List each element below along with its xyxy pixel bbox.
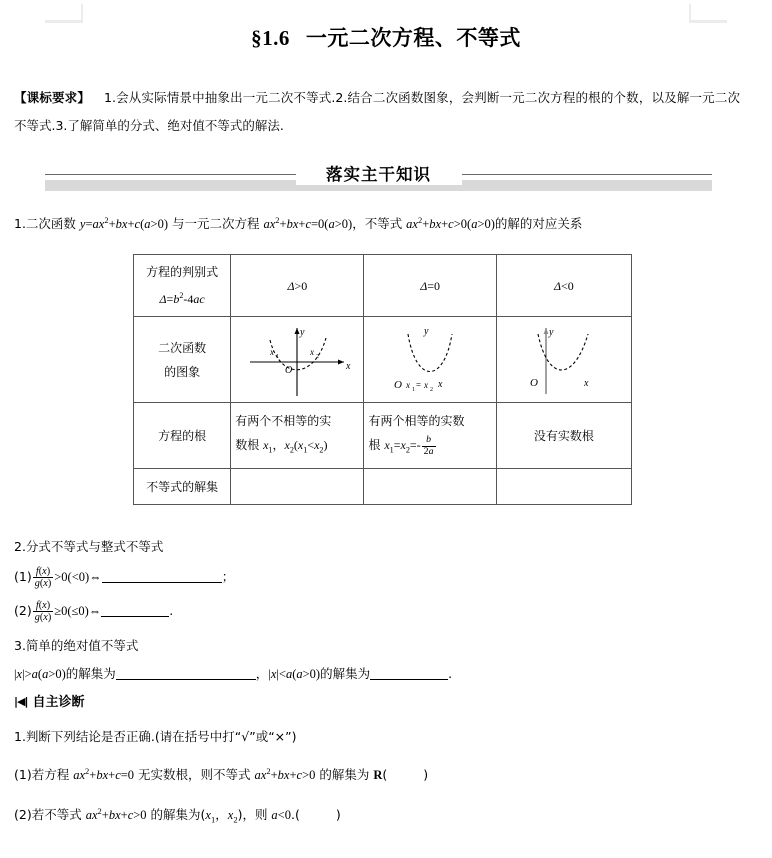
parabola-no-root-icon bbox=[500, 318, 628, 402]
knowledge-item-3-heading: 3.简单的绝对值不等式 bbox=[14, 638, 139, 653]
q1-sub2-prefix: (2)若不等式 bbox=[14, 807, 86, 823]
cell-graph-one-root bbox=[364, 317, 496, 403]
knowledge-item-3-line: |x|>a(a>0)的解集为 ，|x|<a(a>0)的解集为 . bbox=[14, 666, 453, 681]
roots-two-line1: 有两个不相等的实 bbox=[235, 413, 332, 428]
item3-blank-2[interactable] bbox=[370, 679, 448, 680]
svg-text:2: 2 bbox=[316, 353, 320, 360]
item3-blank-1[interactable] bbox=[116, 679, 256, 680]
page-title bbox=[0, 22, 772, 52]
banner-title: 落实主干知识 bbox=[296, 161, 462, 185]
table-row-graph bbox=[134, 317, 632, 403]
diagnosis-question-1: 1.判断下列结论是否正确.(请在括号中打“√”或“×”) bbox=[14, 729, 297, 744]
quadratic-relation-table bbox=[133, 254, 632, 505]
svg-text:O: O bbox=[529, 376, 538, 389]
cell-graph-two-roots bbox=[231, 317, 364, 403]
cell-solution-header: 不等式的解集 bbox=[134, 469, 231, 505]
table-row-solution-set bbox=[134, 469, 632, 505]
svg-text:=: = bbox=[415, 379, 421, 390]
item2-sub1-blank[interactable] bbox=[102, 582, 222, 583]
knowledge-item-2-sub1: (1) $\frac{f(x)}{g(x)}$ >0(<0)⇔ ； bbox=[14, 566, 235, 590]
table-row-discriminant bbox=[134, 255, 632, 317]
item2-sub2-rel: ≥0(≤0)⇔ bbox=[54, 604, 102, 618]
item1-mid2: ，不等式 bbox=[352, 216, 407, 232]
cell-solution-1 bbox=[231, 469, 364, 505]
item3-part2-text: 的解集为 bbox=[320, 666, 371, 681]
graph-header-line1: 二次函数 bbox=[158, 340, 207, 355]
cell-graph-no-root bbox=[496, 317, 631, 403]
item3-end: . bbox=[448, 666, 453, 681]
q1-sub2-close: ) bbox=[335, 807, 341, 823]
cell-roots-header: 方程的根 bbox=[134, 403, 231, 469]
bookmark-icon: |◀| bbox=[14, 695, 28, 708]
self-diagnosis-heading bbox=[14, 691, 85, 710]
svg-text:O: O bbox=[285, 364, 293, 376]
svg-text:O: O bbox=[393, 378, 402, 391]
roots-two-line2: 数根 $x_1$，$x_2(x_1<x_2)$ bbox=[235, 437, 328, 455]
svg-text:x: x bbox=[583, 377, 589, 389]
knowledge-item-2-sub2: (2) $\frac{f(x)}{g(x)}$ ≥0(≤0)⇔ . bbox=[14, 600, 174, 624]
item2-sub2-label: (2) bbox=[14, 603, 32, 618]
svg-text:2: 2 bbox=[429, 386, 433, 393]
section-title: 一元二次方程、不等式 bbox=[305, 26, 521, 50]
cell-graph-header bbox=[134, 317, 231, 403]
svg-text:1: 1 bbox=[276, 353, 280, 360]
parabola-one-root-icon bbox=[368, 318, 493, 402]
svg-text:x: x bbox=[423, 379, 428, 390]
discriminant-header-line1: 方程的判别式 bbox=[146, 265, 219, 279]
item2-sub2-blank[interactable] bbox=[101, 616, 169, 617]
q1-sub1-close: ) bbox=[423, 767, 429, 783]
svg-text:1: 1 bbox=[411, 386, 415, 393]
item1-suffix: 的解的对应关系 bbox=[494, 216, 583, 232]
q1-sub1-prefix: (1)若方程 bbox=[14, 767, 74, 783]
svg-text:x: x bbox=[310, 346, 315, 357]
q1-sub2-suffix: .( bbox=[290, 807, 300, 823]
diagnosis-question-1-sub2: (2)若不等式 $ax^2+bx+c>0$ 的解集为($x_1$，$x_2$)，则 a<0.( ) bbox=[14, 806, 341, 825]
table-row-roots bbox=[134, 403, 632, 469]
crop-mark-top-right bbox=[689, 4, 727, 23]
roots-equal-line2: 根 $x_1=x_2=-$ $\frac{b}{2a}$ bbox=[368, 434, 434, 457]
svg-text:x: x bbox=[346, 360, 351, 372]
q1-sub1-suffix: 的解集为 R( bbox=[315, 767, 388, 783]
item1-prefix: 1.二次函数 bbox=[14, 216, 80, 232]
cell-solution-3 bbox=[496, 469, 631, 505]
crop-mark-top-left bbox=[45, 4, 83, 23]
cell-delta-negative: Δ<0 bbox=[496, 255, 631, 317]
cell-roots-two-distinct bbox=[231, 403, 364, 469]
item1-mid1: 与一元二次方程 bbox=[167, 216, 264, 232]
cell-roots-none: 没有实数根 bbox=[496, 403, 631, 469]
item2-sub1-label: (1) bbox=[14, 569, 32, 584]
knowledge-item-2-heading: 2.分式不等式与整式不等式 bbox=[14, 539, 164, 554]
self-diagnosis-label: 自主诊断 bbox=[32, 695, 85, 710]
item2-sub2-end: . bbox=[169, 603, 174, 618]
cell-delta-zero: Δ=0 bbox=[364, 255, 496, 317]
cell-delta-positive: Δ>0 bbox=[231, 255, 364, 317]
svg-text:y: y bbox=[300, 326, 305, 338]
item2-sub1-end: ； bbox=[221, 569, 235, 584]
svg-text:y: y bbox=[548, 326, 554, 338]
svg-text:y: y bbox=[423, 325, 429, 337]
cell-solution-2 bbox=[364, 469, 496, 505]
q1-sub2-mid: 的解集为($x_1$，$x_2$)，则 bbox=[146, 807, 272, 825]
svg-text:x: x bbox=[270, 346, 275, 357]
graph-header-line2: 的图象 bbox=[164, 364, 201, 379]
requirement-text: 1.会从实际情景中抽象出一元二次不等式.2.结合二次函数图象，会判断一元二次方程的根的个数，以及解一元二次不等式.3.了解简单的分式、绝对值不等式的解法. bbox=[14, 90, 740, 133]
discriminant-header-line2: $\Delta=b^2-4ac$ bbox=[159, 291, 205, 306]
section-banner bbox=[45, 165, 712, 193]
cell-discriminant-header bbox=[134, 255, 231, 317]
item2-sub1-rel: >0(<0)⇔ bbox=[54, 570, 102, 584]
section-number: §1.6 bbox=[251, 26, 290, 50]
q1-sub1-mid: 无实数根，则不等式 bbox=[134, 767, 255, 783]
parabola-two-roots-icon bbox=[234, 318, 360, 402]
svg-text:x: x bbox=[405, 379, 410, 390]
curriculum-requirement bbox=[14, 84, 740, 140]
roots-equal-line1: 有两个相等的实数 bbox=[368, 413, 465, 428]
requirement-label: 【课标要求】 bbox=[14, 90, 90, 105]
item3-comma: ， bbox=[255, 666, 269, 681]
knowledge-item-1: 1.二次函数 $y=ax^2+bx+c(a>0)$ 与一元二次方程 $ax^2+bx+c=0(a>0)$，不等式 $ax^2+bx+c>0(a>0)$的解的对应关系 bbox=[14, 215, 583, 232]
svg-text:x: x bbox=[437, 378, 443, 390]
diagnosis-question-1-sub1: (1)若方程 $ax^2+bx+c=0$ 无实数根，则不等式 $ax^2+bx+c>0$ 的解集为 R( ) bbox=[14, 766, 429, 783]
item3-part1-text: 的解集为 bbox=[65, 666, 116, 681]
cell-roots-two-equal bbox=[364, 403, 496, 469]
